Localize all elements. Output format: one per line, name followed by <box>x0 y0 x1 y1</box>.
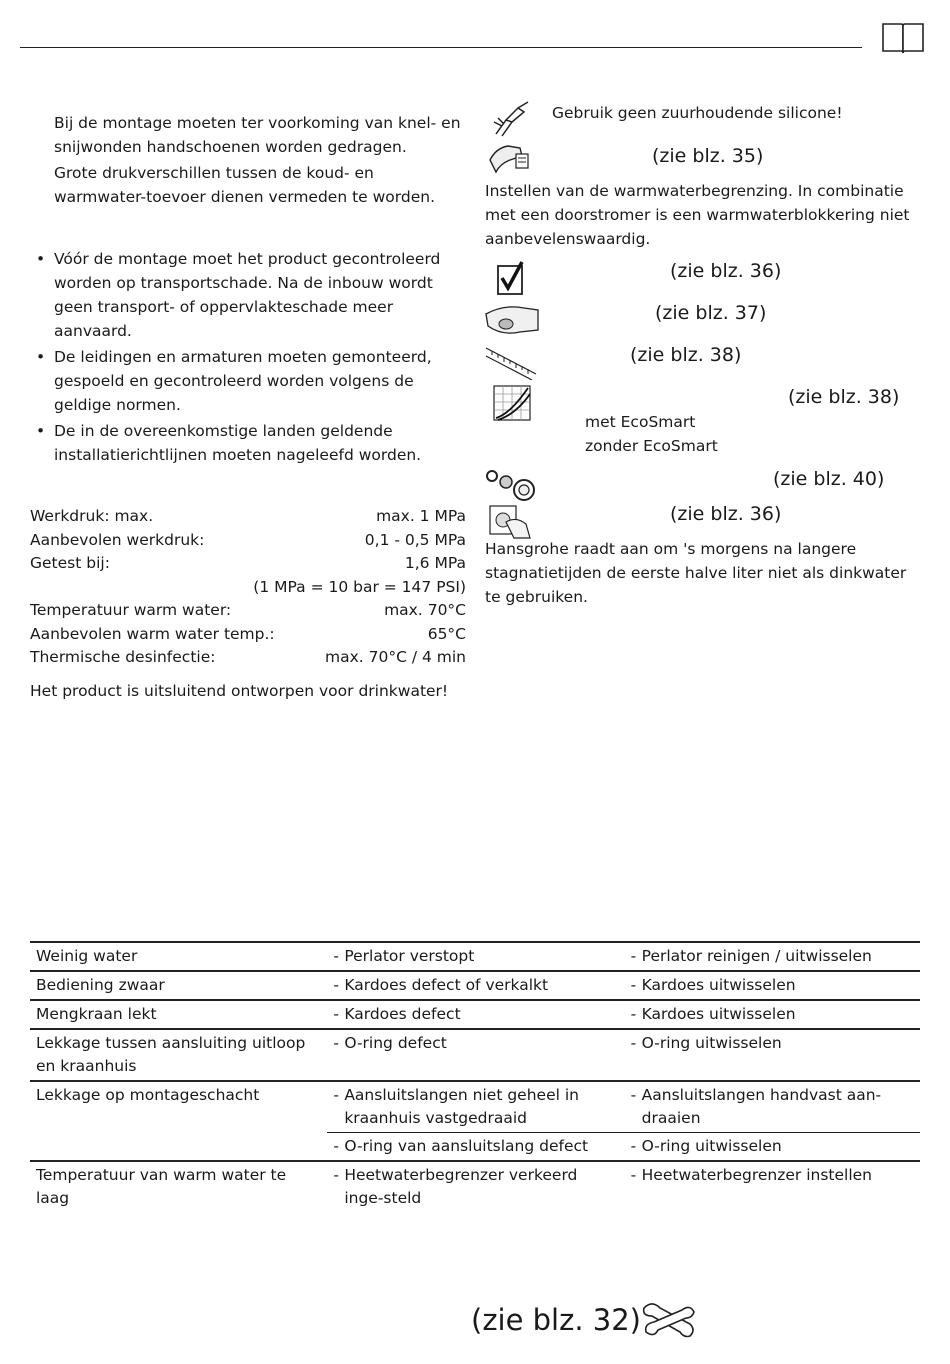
remedy-cell: Kardoes uitwisselen <box>641 976 796 994</box>
spec-label: Aanbevolen werkdruk: <box>30 530 205 549</box>
cause-cell: Heetwaterbegrenzer verkeerd inge-steld <box>344 1166 578 1207</box>
spec-value: 1,6 MPa <box>404 554 466 572</box>
table-row: Weinig water - Perlator verstopt - Perlator reinigen / uitwisselen <box>30 942 920 971</box>
spec-row <box>30 576 466 600</box>
table-row: Lekkage tussen aansluiting uitloop en kraanhuis - O-ring defect - O-ring uitwisselen <box>30 1029 920 1081</box>
problem-cell: Weinig water <box>30 942 327 971</box>
cause-cell: Perlator verstopt <box>344 947 475 965</box>
aerator-icon <box>486 140 534 178</box>
checkmark-icon <box>492 260 540 298</box>
remedy-cell: Heetwaterbegrenzer instellen <box>641 1166 872 1184</box>
drinkwater-note: Het product is uitsluitend ontworpen voor drinkwater! <box>30 681 449 700</box>
list-item: • Vóór de montage moet het product gecontroleerd worden op transportschade. Na de inbouw wordt geen transport- of oppervlakteschade meer aanvaard. <box>30 247 450 343</box>
ref-page-38a[interactable]: (zie blz. 38) <box>630 344 742 366</box>
spec-row <box>30 552 466 576</box>
table-row: Bediening zwaar - Kardoes defect of verkalkt - Kardoes uitwisselen <box>30 971 920 1000</box>
safety-gloves: Bij de montage moeten ter voorkoming van knel- en snijwonden handschoenen worden gedragen. <box>54 114 461 156</box>
remedy-cell: O-ring uitwisselen <box>641 1137 782 1155</box>
remedy-cell: Kardoes uitwisselen <box>641 1005 796 1023</box>
spec-label: Thermische desinfectie: <box>30 648 216 666</box>
hotwater-limit-text: Instellen van de warmwaterbegrenzing. In combinatie met een doorstromer is een warmwaterblokkering niet aanbevelenswaardig. <box>485 182 910 248</box>
flow-chart-icon <box>490 384 538 422</box>
ecosmart-with: met EcoSmart <box>585 413 696 431</box>
spec-value: (1 MPa = 10 bar = 147 PSI) <box>253 577 466 596</box>
cause-cell: Aansluitslangen niet geheel in kraanhuis vastgedraaid <box>344 1086 579 1127</box>
remedy-cell: Perlator reinigen / uitwisselen <box>641 947 872 965</box>
spec-row <box>30 599 466 623</box>
list-item: • De in de overeenkomstige landen geldende installatierichtlijnen moeten nageleefd worden. <box>30 419 450 467</box>
ecosmart-without: zonder EcoSmart <box>585 437 718 455</box>
problem-cell: Bediening zwaar <box>30 971 327 1000</box>
book-icon <box>881 20 925 56</box>
spec-label: Aanbevolen warm water temp.: <box>30 624 275 643</box>
cause-cell: Kardoes defect <box>344 1005 461 1023</box>
ref-page-36[interactable]: (zie blz. 36) <box>670 260 782 282</box>
problem-cell: Mengkraan lekt <box>30 1000 327 1029</box>
spec-row <box>30 646 466 670</box>
ref-page-37[interactable]: (zie blz. 37) <box>655 302 767 324</box>
problem-cell: Temperatuur van warm water te laag <box>30 1161 327 1212</box>
ref-page-35[interactable]: (zie blz. 35) <box>652 145 764 167</box>
ruler-icon <box>484 342 540 380</box>
ref-page-36b[interactable]: (zie blz. 36) <box>670 503 782 525</box>
footer-ref-page-32[interactable]: (zie blz. 32) <box>471 1303 641 1337</box>
hand-dial-icon <box>486 502 534 540</box>
remedy-cell: Aansluitslangen handvast aan-draaien <box>641 1086 882 1127</box>
cause-cell: Kardoes defect of verkalkt <box>344 976 549 994</box>
silicone-gun-icon <box>488 100 536 138</box>
ref-page-40[interactable]: (zie blz. 40) <box>773 468 885 490</box>
montage-notes <box>30 247 450 469</box>
spec-label: Werkdruk: max. <box>30 507 154 525</box>
wrench-icon <box>638 1300 698 1340</box>
list-item: • De leidingen en armaturen moeten gemonteerd, gespoeld en gecontroleerd worden volgens de geldige normen. <box>30 345 450 417</box>
hand-cleaning-icon <box>484 300 540 338</box>
spec-label: Temperatuur warm water: <box>30 601 232 619</box>
spec-value: max. 70°C / 4 min <box>324 648 466 666</box>
cause-cell: O-ring van aansluitslang defect <box>344 1137 589 1155</box>
spec-label: Getest bij: <box>30 554 110 572</box>
table-row: Temperatuur van warm water te laag - Heetwaterbegrenzer verkeerd inge-steld - Heetwaterbegrenzer instellen <box>30 1161 920 1212</box>
header-rule <box>20 47 862 48</box>
spec-row <box>30 529 466 553</box>
safety-notes <box>54 111 466 209</box>
spec-row <box>30 623 466 647</box>
troubleshooting-table <box>30 941 920 1212</box>
table-row: Lekkage op montageschacht - Aansluitslangen niet geheel in kraanhuis vastgedraaid - Aansluitslangen handvast aan-draaien <box>30 1081 920 1133</box>
ref-page-38b[interactable]: (zie blz. 38) <box>788 386 900 408</box>
spec-value: max. 70°C <box>384 601 466 619</box>
problem-cell: Lekkage tussen aansluiting uitloop en kraanhuis <box>30 1029 327 1081</box>
spec-row <box>30 505 466 529</box>
spec-value: 65°C <box>427 624 466 643</box>
hansgrohe-advice: Hansgrohe raadt aan om 's morgens na langere stagnatietijden de eerste halve liter niet als dinkwater te gebruiken. <box>485 540 907 606</box>
cause-cell: O-ring defect <box>344 1034 447 1052</box>
spec-value: max. 1 MPa <box>376 507 466 525</box>
problem-cell: Lekkage op montageschacht <box>30 1081 327 1161</box>
safety-pressure: Grote drukverschillen tussen de koud- en warmwater-toevoer dienen vermeden te worden. <box>54 164 436 206</box>
spec-value: 0,1 - 0,5 MPa <box>364 530 466 549</box>
table-row: Mengkraan lekt - Kardoes defect - Kardoes uitwisselen <box>30 1000 920 1029</box>
remedy-cell: O-ring uitwisselen <box>641 1034 782 1052</box>
table-row: - O-ring van aansluitslang defect - O-ring uitwisselen <box>30 1133 920 1162</box>
technical-specs <box>30 505 466 702</box>
silicone-warning: Gebruik geen zuurhoudende silicone! <box>552 104 843 122</box>
parts-icon <box>484 466 540 504</box>
